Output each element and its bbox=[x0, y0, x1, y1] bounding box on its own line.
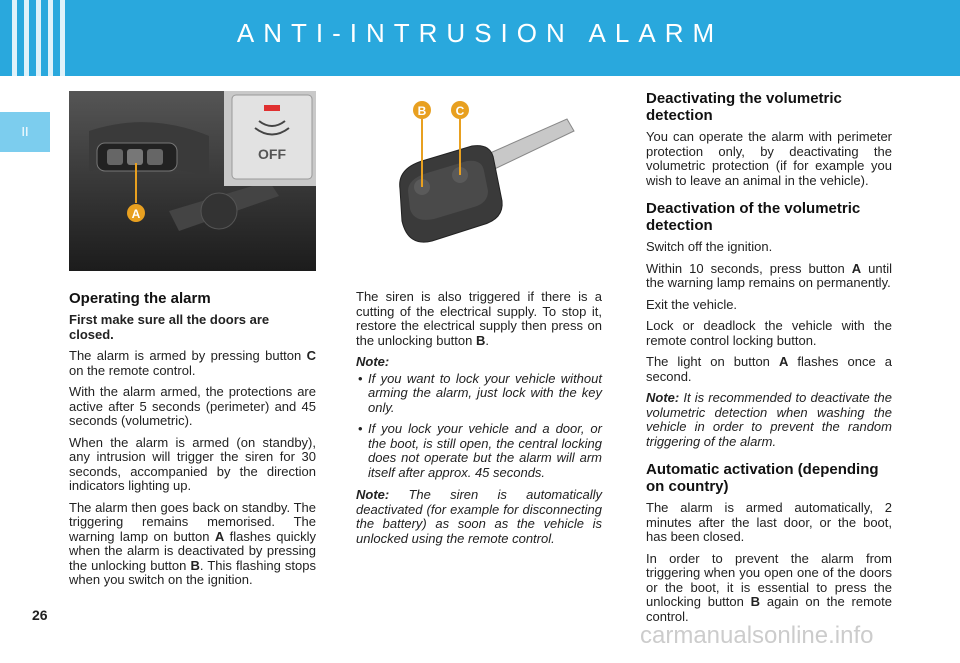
paragraph: Within 10 seconds, press button A until the warning lamp remains on permanently. bbox=[646, 260, 892, 290]
paragraph: You can operate the alarm with perimeter protection only, by deactivating the volumetric protection (if for example you wish to leave an animal in the vehicle). bbox=[646, 129, 892, 188]
header-bar bbox=[0, 0, 960, 76]
paragraph: The siren is also triggered if there is a cutting of the electrical supply. To stop it, restore the electrical supply then press on the unlocking button B. bbox=[356, 289, 602, 348]
intro-text: First make sure all the doors are closed. bbox=[69, 312, 270, 342]
volumetric-section bbox=[646, 90, 892, 631]
paragraph: The light on button A flashes once a second. bbox=[646, 354, 892, 384]
chapter-tab: II bbox=[0, 112, 50, 152]
off-label: OFF bbox=[258, 146, 286, 162]
label-c: C bbox=[455, 104, 465, 118]
page-number: 26 bbox=[32, 607, 48, 623]
remote-key-figure bbox=[342, 91, 602, 281]
paragraph: With the alarm armed, the protections are active after 5 seconds (perimeter) and 45 seconds (volumetric). bbox=[69, 384, 316, 428]
paragraph: The alarm then goes back on standby. The triggering remains memorised. The warning lamp on button A flashes quickly when the alarm is deactivated by pressing the unlocking button B. This flashing stops when you switch on the ignition. bbox=[69, 499, 316, 587]
operating-section bbox=[69, 290, 316, 595]
paragraph: When the alarm is armed (on standby), any intrusion will trigger the siren for 30 seconds, accompanied by the direction indicators lighting up. bbox=[69, 434, 316, 493]
label-a: A bbox=[131, 207, 141, 221]
header-stripes bbox=[12, 0, 65, 76]
list-item: • If you want to lock your vehicle without arming the alarm, just lock with the key only. bbox=[356, 372, 602, 416]
note-paragraph: Note: The siren is automatically deactivated (for example for disconnecting the battery) as soon as the vehicle is unlocked using the remote control. bbox=[356, 487, 602, 546]
paragraph: The alarm is armed automatically, 2 minutes after the last door, or the boot, has been closed. bbox=[646, 500, 892, 544]
section-heading: Automatic activation (depending on country) bbox=[646, 461, 879, 495]
watermark: carmanualsonline.info bbox=[640, 622, 874, 649]
section-heading: Deactivating the volumetric detection bbox=[646, 90, 842, 124]
paragraph: Lock or deadlock the vehicle with the remote control locking button. bbox=[646, 318, 892, 348]
operating-heading: Operating the alarm bbox=[69, 290, 211, 307]
note-paragraph: Note: It is recommended to deactivate the volumetric detection when washing the vehicle in order to prevent the random triggering of the alarm. bbox=[646, 390, 892, 449]
paragraph: Exit the vehicle. bbox=[646, 296, 738, 312]
siren-section bbox=[356, 290, 602, 553]
list-item: • If you lock your vehicle and a door, or the boot, is still open, the central locking does not operate but the alarm will arm itself after approx. 45 seconds. bbox=[356, 422, 602, 480]
label-b: B bbox=[417, 104, 427, 118]
note-list bbox=[356, 372, 602, 481]
section-heading: Deactivation of the volumetric detection bbox=[646, 200, 861, 234]
paragraph: In order to prevent the alarm from triggering when you open one of the doors or the boot, it is essential to press the unlocking button B again on the remote control. bbox=[646, 550, 893, 624]
note-label: Note: bbox=[356, 354, 390, 369]
page-title: ANTI-INTRUSION ALARM bbox=[236, 18, 724, 48]
paragraph: The alarm is armed by pressing button C on the remote control. bbox=[69, 348, 316, 378]
paragraph: Switch off the ignition. bbox=[646, 239, 773, 254]
dashboard-button-figure bbox=[69, 91, 316, 271]
